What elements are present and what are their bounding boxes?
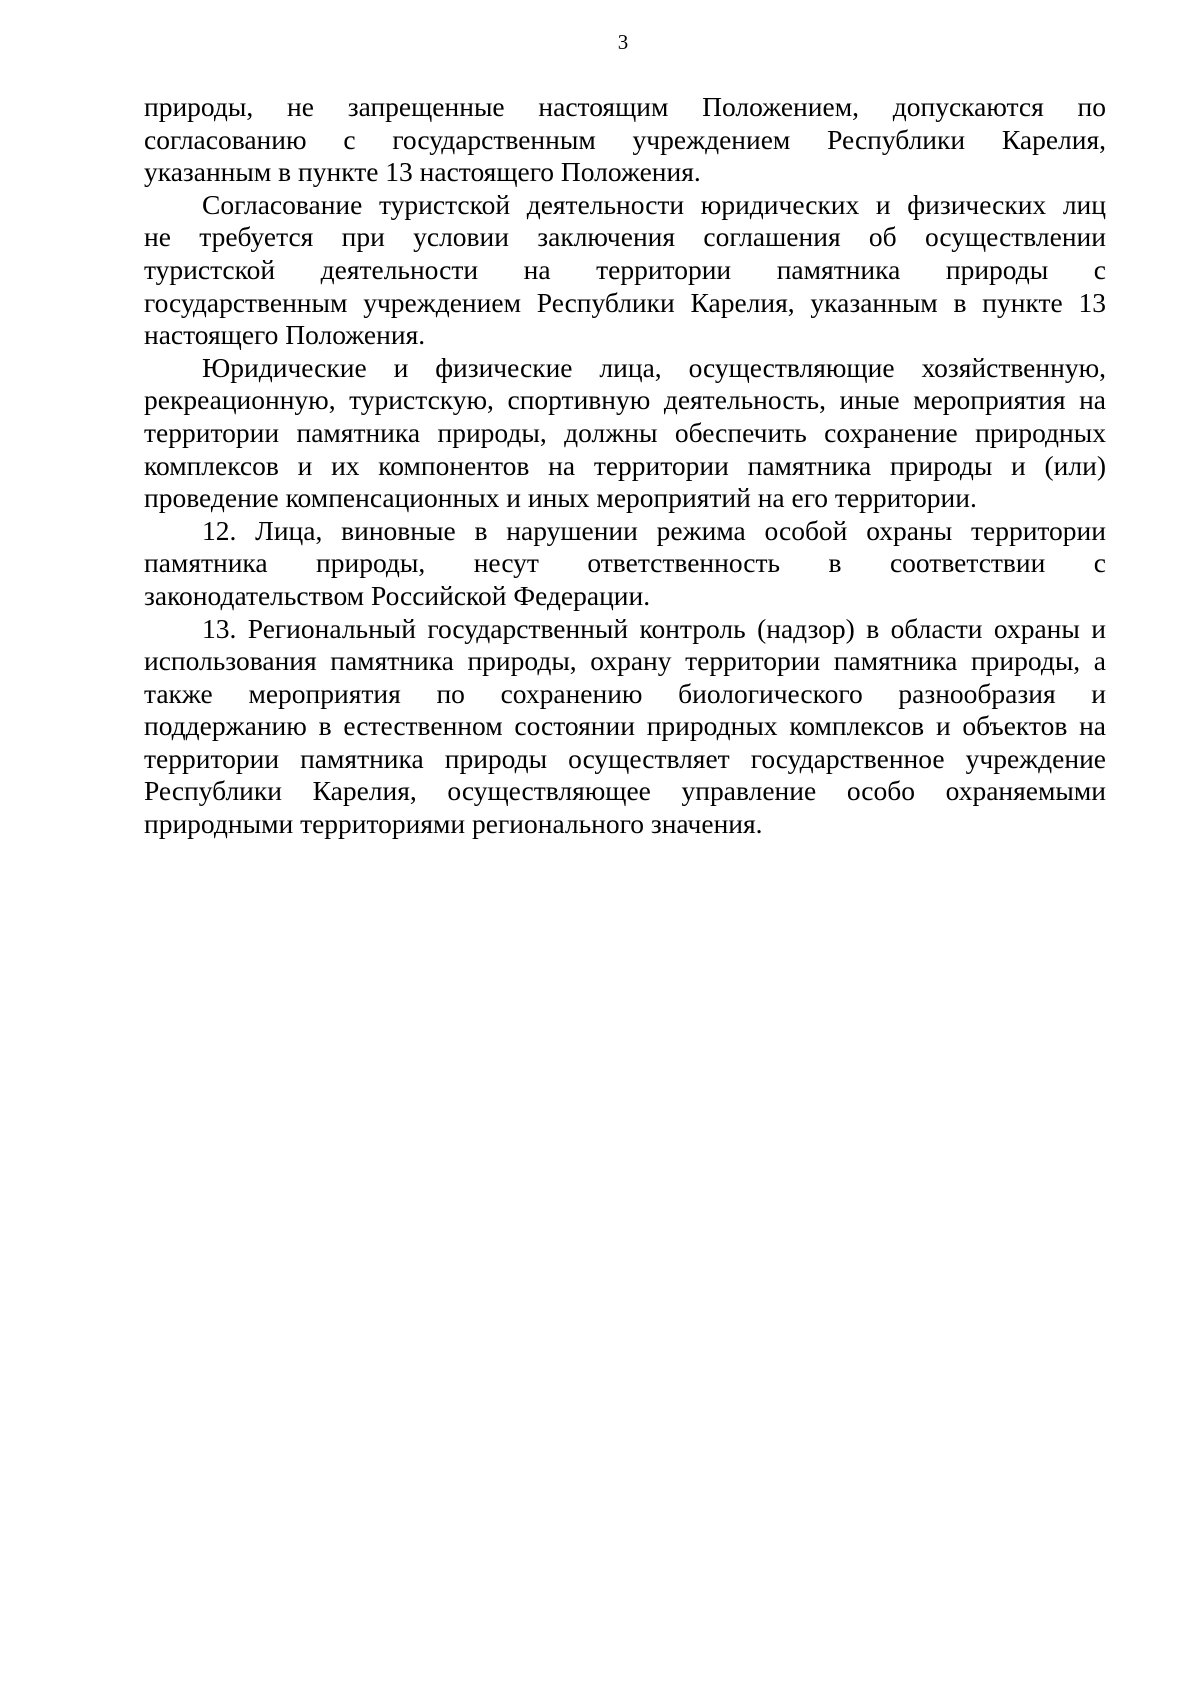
text-line: территории памятника природы осуществляет государственное учреждение xyxy=(144,742,1106,774)
text-line: Республики Карелия, осуществляющее управление особо охраняемыми xyxy=(144,775,1106,807)
text-line: 13. Региональный государственный контроль (надзор) в области охраны и xyxy=(202,612,1106,644)
document-body xyxy=(144,91,1106,841)
text-line: памятника природы, несут ответственность в соответствии с xyxy=(144,547,1106,579)
text-line: рекреационную, туристскую, спортивную деятельность, иные мероприятия на xyxy=(144,384,1106,416)
text-line: указанным в пункте 13 настоящего Положения. xyxy=(144,156,701,188)
text-line: также мероприятия по сохранению биологического разнообразия и xyxy=(144,677,1106,709)
page-number: 3 xyxy=(617,30,629,54)
text-line: не требуется при условии заключения соглашения об осуществлении xyxy=(144,221,1106,253)
text-line: поддержанию в естественном состоянии природных комплексов и объектов на xyxy=(144,710,1106,742)
paragraph-1 xyxy=(144,91,1106,189)
text-line: Согласование туристской деятельности юридических и физических лиц xyxy=(202,188,1106,220)
text-line: Юридические и физические лица, осуществляющие хозяйственную, xyxy=(202,351,1106,383)
text-line: проведение компенсационных и иных мероприятий на его территории. xyxy=(144,482,977,514)
paragraph-2 xyxy=(144,189,1106,352)
text-line: туристской деятельности на территории памятника природы с xyxy=(144,253,1106,285)
text-line: комплексов и их компонентов на территории памятника природы и (или) xyxy=(144,449,1106,481)
text-line: природы, не запрещенные настоящим Положением, допускаются по xyxy=(144,91,1106,122)
text-line: законодательством Российской Федерации. xyxy=(144,579,651,611)
text-line: согласованию с государственным учреждением Республики Карелия, xyxy=(144,123,1106,155)
paragraph-item-13 xyxy=(144,613,1106,841)
paragraph-item-12 xyxy=(144,515,1106,613)
paragraph-3 xyxy=(144,352,1106,515)
text-line: территории памятника природы, должны обеспечить сохранение природных xyxy=(144,416,1106,448)
text-line: государственным учреждением Республики Карелия, указанным в пункте 13 xyxy=(144,286,1106,318)
text-line: использования памятника природы, охрану территории памятника природы, а xyxy=(144,645,1106,677)
text-line: 12. Лица, виновные в нарушении режима особой охраны территории xyxy=(202,514,1106,546)
text-line: природными территориями регионального значения. xyxy=(144,808,763,840)
text-line: настоящего Положения. xyxy=(144,319,426,351)
